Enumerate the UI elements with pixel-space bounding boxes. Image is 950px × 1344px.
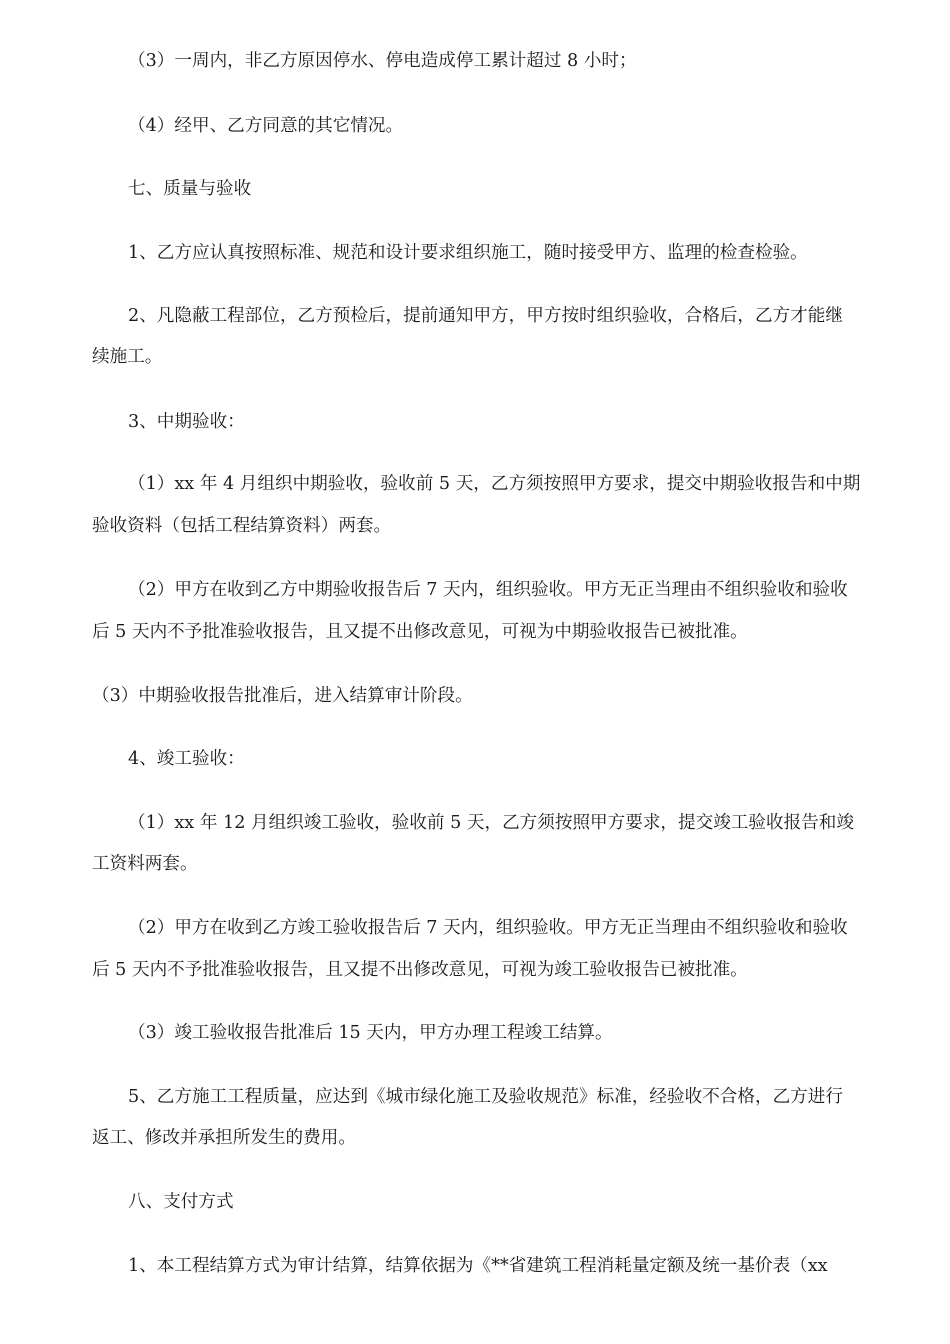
para-2-line-1: 2、凡隐蔽工程部位，乙方预检后，提前通知甲方，甲方按时组织验收，合格后，乙方才能继 bbox=[128, 306, 843, 326]
para-mid-1-line-1: （1）xx 年 4 月组织中期验收，验收前 5 天，乙方须按照甲方要求，提交中期验收报告和中期 bbox=[128, 474, 861, 494]
para-5-line-1: 5、乙方施工工程质量，应达到《城市绿化施工及验收规范》标准，经验收不合格，乙方进行 bbox=[128, 1087, 843, 1107]
para-5-line-2: 返工、修改并承担所发生的费用。 bbox=[92, 1128, 356, 1148]
para-comp-3-line: （3）竣工验收报告批准后 15 天内，甲方办理工程竣工结算。 bbox=[128, 1023, 613, 1043]
subheading-mid-acceptance: 3、中期验收： bbox=[128, 412, 245, 432]
para-mid-1-line-2: 验收资料（包括工程结算资料）两套。 bbox=[92, 516, 392, 536]
para-comp-2-line-2: 后 5 天内不予批准验收报告，且又提不出修改意见，可视为竣工验收报告已被批准。 bbox=[92, 960, 748, 980]
section-heading-payment: 八、支付方式 bbox=[128, 1192, 234, 1212]
para-mid-2-line-2: 后 5 天内不予批准验收报告，且又提不出修改意见，可视为中期验收报告已被批准。 bbox=[92, 622, 748, 642]
para-mid-3-line: （3）中期验收报告批准后，进入结算审计阶段。 bbox=[92, 686, 473, 706]
para-1-line: 1、乙方应认真按照标准、规范和设计要求组织施工，随时接受甲方、监理的检查检验。 bbox=[128, 243, 808, 263]
para-mid-2-line-1: （2）甲方在收到乙方中期验收报告后 7 天内，组织验收。甲方无正当理由不组织验收和验收 bbox=[128, 580, 848, 600]
section-heading-quality: 七、质量与验收 bbox=[128, 179, 252, 199]
para-2-line-2: 续施工。 bbox=[92, 347, 163, 367]
para-comp-1-line-1: （1）xx 年 12 月组织竣工验收，验收前 5 天，乙方须按照甲方要求，提交竣工验收报告和竣 bbox=[128, 813, 854, 833]
para-other-cases-line: （4）经甲、乙方同意的其它情况。 bbox=[128, 116, 404, 136]
para-comp-1-line-2: 工资料两套。 bbox=[92, 854, 198, 874]
subheading-completion-acceptance: 4、竣工验收： bbox=[128, 749, 245, 769]
para-payment-1-line: 1、本工程结算方式为审计结算，结算依据为《**省建筑工程消耗量定额及统一基价表（xx bbox=[128, 1256, 828, 1276]
para-comp-2-line-1: （2）甲方在收到乙方竣工验收报告后 7 天内，组织验收。甲方无正当理由不组织验收和验收 bbox=[128, 918, 848, 938]
para-stop-work-line: （3）一周内，非乙方原因停水、停电造成停工累计超过 8 小时； bbox=[128, 51, 637, 71]
